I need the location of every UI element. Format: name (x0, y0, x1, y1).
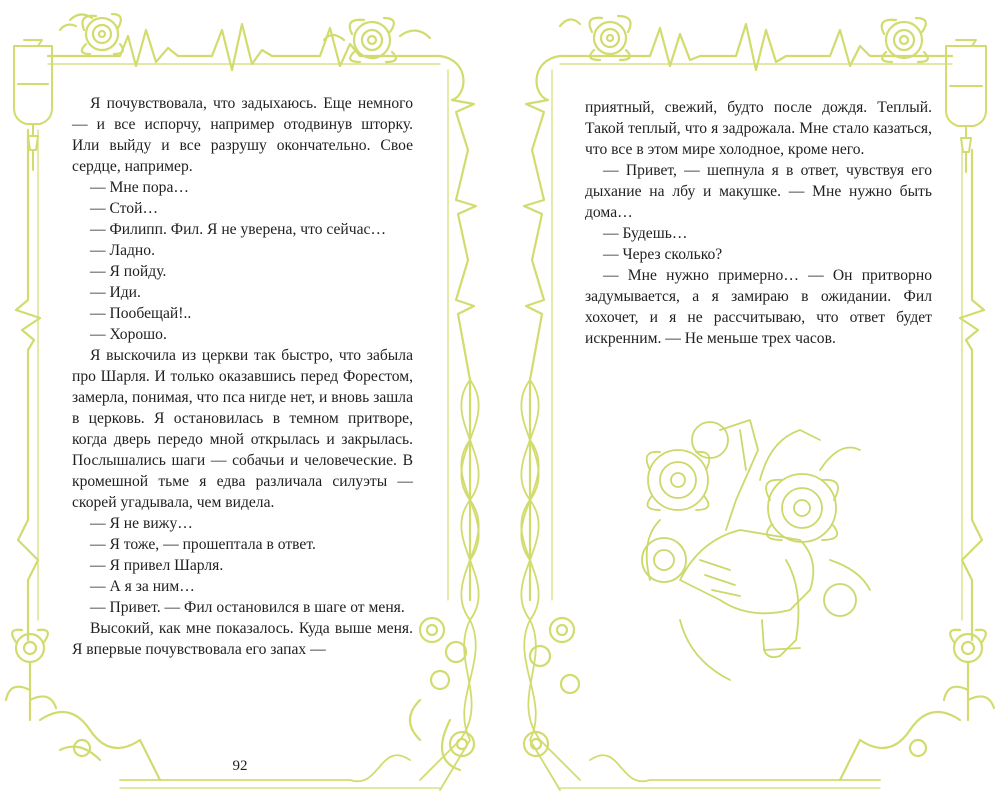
paragraph: — Я тоже, — прошептала в ответ. (90, 536, 316, 553)
braided-vine-icon (521, 380, 880, 790)
right-page (500, 0, 1000, 801)
paragraph: Я почувствовала, что задыхаюсь. Еще немного — и все испорчу, например отодвинув шторку. Или выйду и все разрушу окончательно. Свое сердце, например. (72, 95, 413, 175)
heartbeat-line-icon (48, 24, 440, 70)
paragraph: — Через сколько? (603, 246, 723, 263)
paragraph: Я выскочила из церкви так быстро, что забыла про Шарля. И только оказавшись перед Форестом, замерла, понимая, что пса нигде нет, и вновь зашла в церковь. Я остановилась в темном притворе, когда дверь передо мной открылась и закрылась. Послышались шаги — собачьи и человеческие. В кромешной тьме я едва различала силуэты — скорей угадывала, чем видела. (72, 347, 413, 511)
paragraph: — Будешь… (603, 225, 688, 242)
right-page-text (585, 97, 932, 349)
paragraph: — Я привел Шарля. (90, 557, 224, 574)
paragraph: — Привет. — Фил остановился в шаге от меня. (90, 599, 405, 616)
paragraph: — Мне нужно примерно… — Он притворно задумывается, а я замираю в ожидании. Фил хохочет, и я не рассчитываю, что ответ будет искренним. — Не меньше трех часов. (585, 267, 932, 347)
paragraph: — А я за ним… (90, 578, 195, 595)
paragraph: — Стой… (90, 200, 159, 217)
paragraph: — Ладно. (90, 242, 155, 259)
paragraph: — Пообещай!.. (90, 305, 192, 322)
paragraph-continued: приятный, свежий, будто после дождя. Теплый. Такой теплый, что я задрожала. Мне стало казаться, что все в этом мире холодное, кроме него. (585, 99, 932, 158)
page-number: 92 (232, 758, 248, 774)
paragraph: — Привет, — шепнула я в ответ, чувствуя его дыхание на лбу и макушке. — Мне нужно быть дома… (585, 162, 932, 221)
left-page-text (72, 93, 413, 660)
paragraph: — Я не вижу… (90, 515, 193, 532)
paragraph: Высокий, как мне показалось. Куда выше меня. Я впервые почувствовала его запах — (72, 620, 413, 658)
iv-drip-bag-icon (946, 40, 986, 172)
paragraph: — Я пойду. (90, 263, 167, 280)
peony-flower-icon (524, 618, 994, 780)
heartbeat-line-icon (560, 24, 952, 70)
hand-with-iv-illustration (642, 420, 870, 680)
paragraph: — Хорошо. (90, 326, 167, 343)
paragraph: — Мне пора… (90, 179, 189, 196)
paragraph: — Филипп. Фил. Я не уверена, что сейчас… (90, 221, 387, 238)
iv-drip-bag-icon (14, 40, 52, 170)
paragraph: — Иди. (90, 284, 141, 301)
